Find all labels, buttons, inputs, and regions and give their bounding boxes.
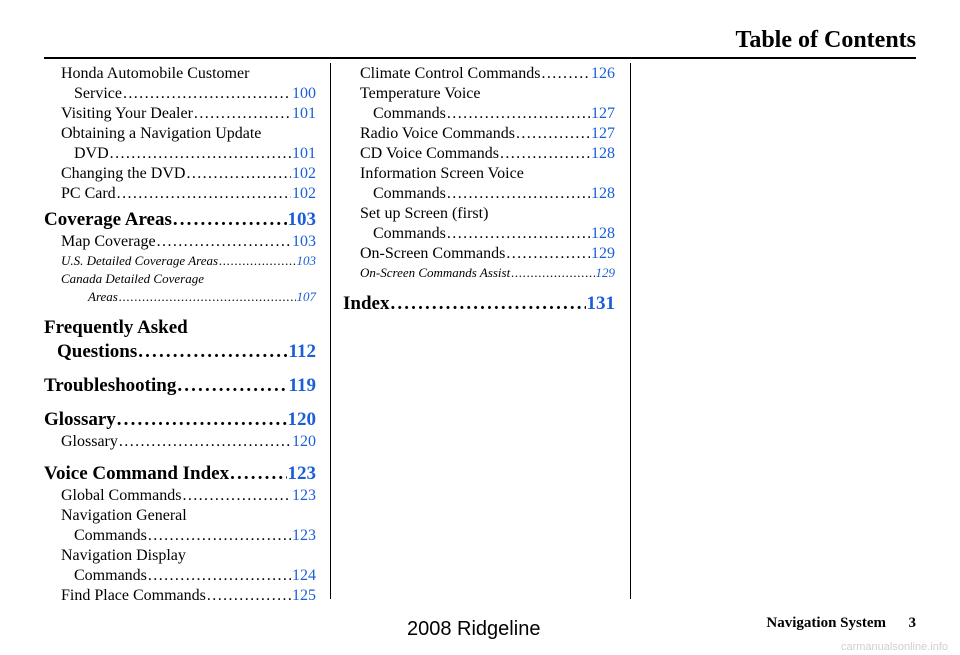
- toc-section[interactable]: [44, 408, 316, 432]
- toc-section[interactable]: [44, 340, 316, 364]
- page-link[interactable]: 120: [292, 433, 316, 450]
- toc-entry[interactable]: [44, 104, 316, 124]
- toc-entry[interactable]: [44, 526, 316, 546]
- toc-entry-label: Climate Control Commands: [360, 65, 541, 82]
- toc-entry[interactable]: [343, 124, 615, 144]
- page-link[interactable]: 100: [292, 85, 316, 102]
- leader-dots: [138, 340, 287, 364]
- toc-entry[interactable]: [44, 586, 316, 606]
- toc-section[interactable]: [343, 292, 615, 316]
- page-link[interactable]: 101: [292, 145, 316, 162]
- toc-section-label: Voice Command Index: [44, 463, 230, 484]
- page-link[interactable]: 127: [591, 105, 615, 122]
- toc-entry[interactable]: [44, 184, 316, 204]
- toc-subentry[interactable]: [44, 252, 316, 270]
- page-link[interactable]: 123: [287, 463, 316, 484]
- toc-subentry[interactable]: [44, 288, 316, 306]
- leader-dots: [516, 124, 590, 144]
- leader-dots: [157, 232, 291, 252]
- toc-section-label: Index: [343, 293, 390, 314]
- page-link[interactable]: 128: [591, 145, 615, 162]
- leader-dots: [173, 208, 287, 232]
- leader-dots: [447, 104, 590, 124]
- page-link[interactable]: 127: [591, 125, 615, 142]
- toc-section[interactable]: [44, 208, 316, 232]
- page-link[interactable]: 124: [292, 567, 316, 584]
- page-link[interactable]: 129: [595, 265, 615, 280]
- toc-entry[interactable]: [44, 432, 316, 452]
- toc-section-label: Glossary: [44, 409, 116, 430]
- toc-entry[interactable]: [44, 486, 316, 506]
- page-link[interactable]: 102: [292, 165, 316, 182]
- toc-entry-label: CD Voice Commands: [360, 145, 499, 162]
- page-link[interactable]: 128: [591, 225, 615, 242]
- toc-section-label: Coverage Areas: [44, 209, 172, 230]
- toc-subentry-wrap: Canada Detailed Coverage: [61, 271, 204, 286]
- leader-dots: [511, 264, 594, 282]
- toc-entry-label: Commands: [373, 105, 446, 122]
- toc-entry[interactable]: [343, 244, 615, 264]
- toc-entry-label: Find Place Commands: [61, 587, 206, 604]
- leader-dots: [506, 244, 590, 264]
- toc-section[interactable]: [44, 374, 316, 398]
- footer-system-name: Navigation System: [766, 615, 886, 631]
- toc-entry[interactable]: [343, 64, 615, 84]
- page-link[interactable]: 107: [296, 289, 316, 304]
- page-link[interactable]: 129: [591, 245, 615, 262]
- toc-subentry[interactable]: [343, 264, 615, 282]
- toc-entry[interactable]: [44, 144, 316, 164]
- leader-dots: [117, 408, 287, 432]
- toc-entry-label: On-Screen Commands: [360, 245, 506, 262]
- leader-dots: [148, 526, 291, 546]
- toc-entry-label: PC Card: [61, 185, 116, 202]
- page-link[interactable]: 128: [591, 185, 615, 202]
- toc-entry-label: Global Commands: [61, 487, 182, 504]
- toc-entry-wrap: Navigation General: [61, 507, 187, 524]
- page-link[interactable]: 112: [288, 341, 316, 362]
- page-link[interactable]: 123: [292, 487, 316, 504]
- toc-entry[interactable]: [343, 184, 615, 204]
- page-title: Table of Contents: [735, 27, 916, 53]
- leader-dots: [148, 566, 291, 586]
- leader-dots: [447, 224, 590, 244]
- leader-dots: [110, 144, 291, 164]
- leader-dots: [390, 292, 585, 316]
- footer-page-number: 3: [908, 615, 916, 631]
- toc-entry-label: Commands: [74, 527, 147, 544]
- toc-entry-label: Changing the DVD: [61, 165, 186, 182]
- model-watermark: 2008 Ridgeline: [407, 618, 541, 640]
- leader-dots: [123, 84, 291, 104]
- leader-dots: [117, 184, 291, 204]
- toc-entry-wrap: Information Screen Voice: [360, 165, 524, 182]
- leader-dots: [177, 374, 287, 398]
- toc-entry[interactable]: [343, 224, 615, 244]
- toc-subentry-label: Areas: [88, 289, 118, 304]
- toc-subentry-label: On-Screen Commands Assist: [360, 265, 511, 280]
- toc-entry[interactable]: [44, 232, 316, 252]
- title-rule: [44, 57, 916, 59]
- toc-entry-label: Map Coverage: [61, 233, 156, 250]
- leader-dots: [207, 586, 291, 606]
- toc-entry-wrap: Navigation Display: [61, 547, 186, 564]
- toc-section-label: Troubleshooting: [44, 375, 177, 396]
- toc-section-label: Questions: [57, 341, 138, 362]
- toc-entry-label: Visiting Your Dealer: [61, 105, 193, 122]
- page-link[interactable]: 131: [586, 293, 615, 314]
- toc-entry-label: Service: [74, 85, 122, 102]
- toc-entry-label: Commands: [373, 185, 446, 202]
- leader-dots: [186, 164, 291, 184]
- page-link[interactable]: 126: [591, 65, 615, 82]
- leader-dots: [194, 104, 291, 124]
- leader-dots: [541, 64, 590, 84]
- toc-entry-label: Commands: [74, 567, 147, 584]
- page-link[interactable]: 102: [292, 185, 316, 202]
- page-link[interactable]: 119: [288, 375, 316, 396]
- page-link[interactable]: 120: [287, 409, 316, 430]
- page-link[interactable]: 125: [292, 587, 316, 604]
- toc-entry[interactable]: [343, 104, 615, 124]
- toc-subentry-label: U.S. Detailed Coverage Areas: [61, 253, 219, 268]
- site-watermark: carmanualsonline.info: [840, 641, 948, 653]
- page-link[interactable]: 103: [296, 253, 316, 268]
- page-link[interactable]: 101: [292, 105, 316, 122]
- leader-dots: [182, 486, 291, 506]
- leader-dots: [447, 184, 590, 204]
- toc-section-wrap: Frequently Asked: [44, 317, 188, 338]
- leader-dots: [119, 288, 296, 306]
- column-divider-right: [630, 63, 631, 599]
- toc-entry[interactable]: [343, 144, 615, 164]
- toc-entry-label: Commands: [373, 225, 446, 242]
- leader-dots: [230, 462, 286, 486]
- toc-column-1: [44, 64, 316, 606]
- toc-entry[interactable]: [44, 566, 316, 586]
- leader-dots: [500, 144, 590, 164]
- column-divider-left: [330, 63, 331, 599]
- toc-entry-wrap: Honda Automobile Customer: [61, 65, 250, 82]
- toc-entry-wrap: Temperature Voice: [360, 85, 481, 102]
- page-link[interactable]: 103: [292, 233, 316, 250]
- toc-entry[interactable]: [44, 164, 316, 184]
- leader-dots: [219, 252, 295, 270]
- leader-dots: [119, 432, 291, 452]
- toc-entry-label: DVD: [74, 145, 109, 162]
- page-link[interactable]: 103: [287, 209, 316, 230]
- toc-column-2: [343, 64, 615, 316]
- toc-entry[interactable]: [44, 84, 316, 104]
- toc-section[interactable]: [44, 462, 316, 486]
- toc-entry-label: Radio Voice Commands: [360, 125, 515, 142]
- toc-entry-label: Glossary: [61, 433, 118, 450]
- toc-entry-wrap: Set up Screen (first): [360, 205, 489, 222]
- page-link[interactable]: 123: [292, 527, 316, 544]
- toc-entry-wrap: Obtaining a Navigation Update: [61, 125, 262, 142]
